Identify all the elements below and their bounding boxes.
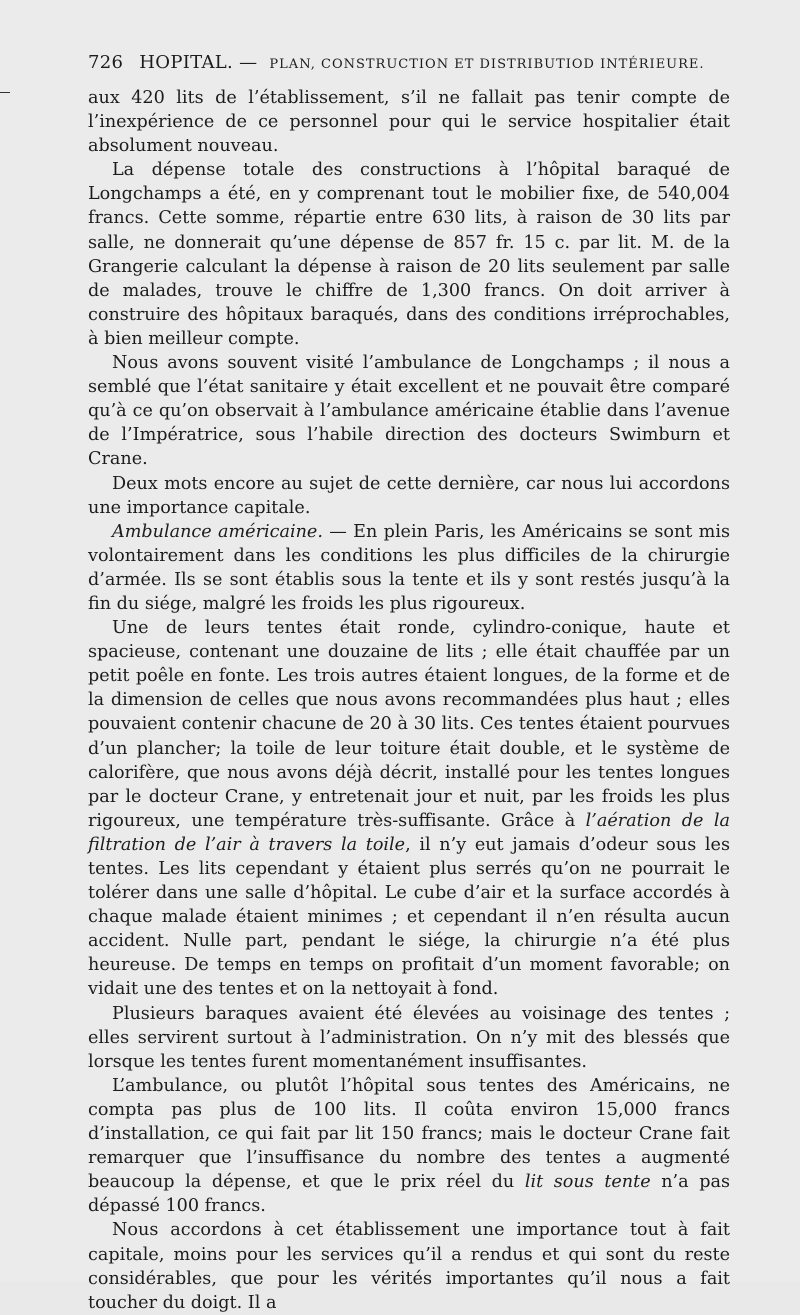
paragraph-6-text-b: , il n’y eut jamais d’odeur sous les tentes. Les lits cependant y étaient plus serrés qu’on ne pourrait le tolérer dans une salle d’hôpital. Le cube d’air et la surface accordés à chaque malade étaient minimes ; et cependant il n’en résulta aucun accident. Nulle part, pendant le siége, la chirurgie n’a été plus heureuse. De temps en temps on profitait d’un moment favorable; on vidait une des tentes et on la nettoyait à fond.	[88, 834, 730, 1000]
body-text	[88, 86, 730, 1315]
paragraph-2: La dépense totale des constructions à l’hôpital baraqué de Longchamps a été, en y comprenant tout le mobilier fixe, de 540,004 francs. Cette somme, répartie entre 630 lits, à raison de 30 lits par salle, ne donnerait qu’une dépense de 857 fr. 15 c. par lit. M. de la Grangerie calculant la dépense à raison de 20 lits seulement par salle de malades, trouve le chiffre de 1,300 francs. On doit arriver à construire des hôpitaux baraqués, dans des conditions irréprochables, à bien meilleur compte.	[88, 160, 730, 349]
section-heading: Ambulance américaine.	[112, 521, 323, 542]
paragraph-4: Deux mots encore au sujet de cette dernière, car nous lui accordons une importance capitale.	[88, 473, 730, 518]
paragraph-6	[88, 616, 730, 1002]
paragraph-8-text-a: L’ambulance, ou plutôt l’hôpital sous tentes des Américains, ne compta pas plus de 100 lits. Il coûta environ 15,000 francs d’installation, ce qui fait par lit 150 francs; mais le docteur Crane fait remarquer que l’insuffisance du nombre des tentes a augmenté beaucoup la dépense, et que le prix réel du	[88, 1075, 730, 1193]
paragraph-8-text-b: n’a pas dépassé 100 francs.	[88, 1172, 730, 1217]
header-dash: —	[239, 52, 258, 73]
paragraph-3: Nous avons souvent visité l’ambulance de Longchamps ; il nous a semblé que l’état sanitaire y était excellent et ne pouvait être comparé qu’à ce qu’on observait à l’ambulance américaine établie dans l’avenue de l’Impératrice, sous l’habile direction des docteurs Swimburn et Crane.	[88, 353, 730, 470]
margin-mark	[0, 92, 10, 93]
page-number: 726	[88, 52, 124, 73]
paragraph-7: Plusieurs baraques avaient été élevées au voisinage des tentes ; elles servirent surtout à l’administration. On n’y mit des blessés que lorsque les tentes furent momentanément insuffisantes.	[88, 1003, 730, 1072]
paragraph-6-text-a: Une de leurs tentes était ronde, cylindro-conique, haute et spacieuse, contenant une douzaine de lits ; elle était chauffée par un petit poêle en fonte. Les trois autres étaient longues, de la forme et de la dimension de celles que nous avons recommandées plus haut ; elles pouvaient contenir chacune de 20 à 30 lits. Ces tentes étaient pourvues d’un plancher; la toile de leur toiture était double, et le système de calorifère, que nous avons déjà décrit, installé pour les tentes longues par le docteur Crane, y entretenait jour et nuit, par les froids les plus rigoureux, une température très-suffisante. Grâce à	[88, 618, 730, 831]
paragraph-5	[88, 520, 730, 616]
running-header	[88, 52, 738, 73]
header-title: HOPITAL.	[139, 52, 234, 73]
running-head: PLAN, CONSTRUCTION ET DISTRIBUTIOD INTÉRIEURE.	[269, 57, 705, 72]
paragraph-8	[88, 1074, 730, 1219]
paragraph-6-emphasis: l’aération de la filtration de l’air à travers la toile	[88, 810, 730, 855]
paragraph-5-text: — En plein Paris, les Américains se sont mis volontairement dans les conditions les plus difficiles de la chirurgie d’armée. Ils se sont établis sous la tente et ils y sont restés jusqu’à la fin du siége, malgré les froids les plus rigoureux.	[88, 521, 730, 614]
paragraph-1: aux 420 lits de l’établissement, s’il ne fallait pas tenir compte de l’inexpérience de ce personnel pour qui le service hospitalier était absolument nouveau.	[88, 88, 730, 157]
paragraph-9: Nous accordons à cet établissement une importance tout à fait capitale, moins pour les services qu’il a rendus et qui sont du reste considérables, que pour les vérités importantes qu’il nous a fait toucher du doigt. Il a	[88, 1220, 730, 1313]
paragraph-8-emphasis: lit sous tente	[524, 1172, 651, 1193]
